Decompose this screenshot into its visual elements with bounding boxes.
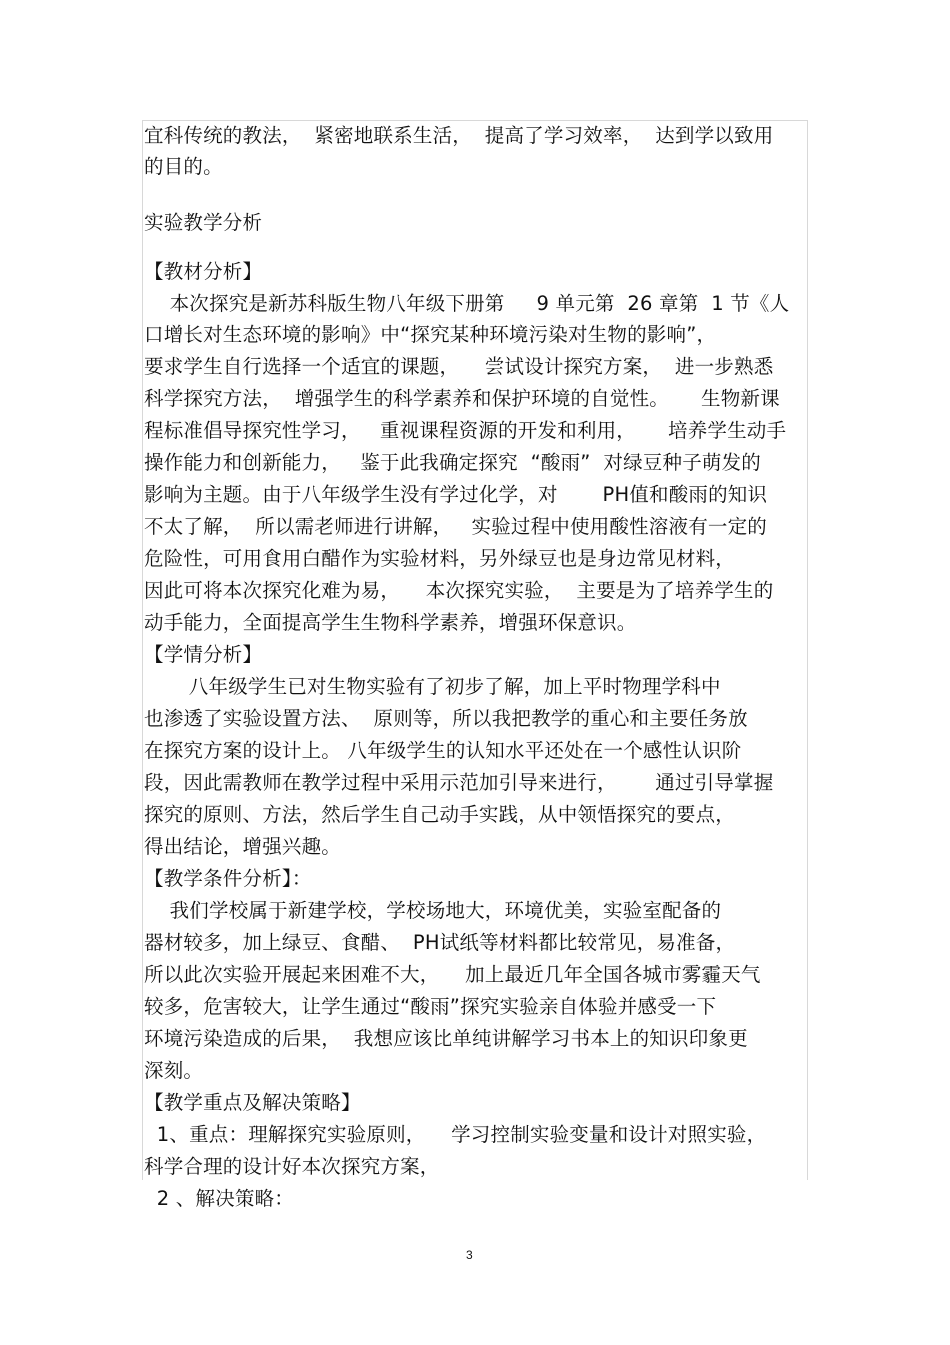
text-line: 我们学校属于新建学校，学校场地大，环境优美，实验室配备的: [144, 899, 722, 922]
text-line: 要求学生自行选择一个适宜的课题， 尝试设计探究方案， 进一步熟悉: [144, 355, 774, 378]
subsection-heading: 【教材分析】: [144, 260, 263, 283]
text-line: 操作能力和创新能力， 鉴于此我确定探究 “酸雨” 对绿豆种子萌发的: [144, 451, 761, 474]
page-number: 3: [466, 1248, 473, 1262]
text-line: 动手能力，全面提高学生生物科学素养，增强环保意识。: [144, 611, 637, 634]
text-line: 危险性，可用食用白醋作为实验材料，另外绿豆也是身边常见材料，: [144, 547, 736, 570]
text-line: 较多，危害较大，让学生通过“酸雨”探究实验亲自体验并感受一下: [144, 995, 717, 1018]
text-line: 的目的。: [144, 155, 223, 178]
subsection-heading: 【教学条件分析】：: [144, 867, 312, 890]
text-line: 段，因此需教师在教学过程中采用示范加引导来进行， 通过引导掌握: [144, 771, 774, 794]
table-border-top: [142, 120, 807, 121]
text-line: 科学探究方法， 增强学生的科学素养和保护环境的自觉性。 生物新课: [144, 387, 780, 410]
subsection-heading: 【教学重点及解决策略】: [144, 1091, 361, 1114]
text-line: 环境污染造成的后果， 我想应该比单纯讲解学习书本上的知识印象更: [144, 1027, 748, 1050]
text-line: 得出结论，增强兴趣。: [144, 835, 342, 858]
text-line: 在探究方案的设计上。 八年级学生的认知水平还处在一个感性认识阶: [144, 739, 742, 762]
text-line: 探究的原则、方法，然后学生自己动手实践，从中领悟探究的要点，: [144, 803, 736, 826]
text-line: 2 、解决策略：: [144, 1187, 295, 1210]
text-line: 影响为主题。由于八年级学生没有学过化学，对 PH值和酸雨的知识: [144, 483, 768, 506]
text-line: 宜科传统的教法， 紧密地联系生活， 提高了学习效率， 达到学以致用: [144, 124, 774, 147]
text-line: 深刻。: [144, 1059, 204, 1082]
subsection-heading: 【学情分析】: [144, 643, 263, 666]
text-line: 也渗透了实验设置方法、 原则等，所以我把教学的重心和主要任务放: [144, 707, 748, 730]
table-border-left: [142, 120, 143, 1180]
section-heading: 实验教学分析: [144, 211, 263, 234]
text-line: 器材较多，加上绿豆、食醋、 PH试纸等材料都比较常见，易准备，: [144, 931, 736, 954]
text-line: 八年级学生已对生物实验有了初步了解，加上平时物理学科中: [144, 675, 721, 698]
text-line: 程标准倡导探究性学习， 重视课程资源的开发和利用， 培养学生动手: [144, 419, 787, 442]
text-line: 口增长对生态环境的影响》中“探究某种环境污染对生物的影响”，: [144, 323, 717, 346]
table-border-right: [807, 120, 808, 1180]
text-line: 科学合理的设计好本次探究方案，: [144, 1155, 440, 1178]
text-line: 1、重点：理解探究实验原则， 学习控制实验变量和设计对照实验，: [144, 1123, 767, 1146]
text-line: 所以此次实验开展起来困难不大， 加上最近几年全国各城市雾霾天气: [144, 963, 761, 986]
text-line: 不太了解， 所以需老师进行讲解， 实验过程中使用酸性溶液有一定的: [144, 515, 767, 538]
text-line: 因此可将本次探究化难为易， 本次探究实验， 主要是为了培养学生的: [144, 579, 774, 602]
text-line: 本次探究是新苏科版生物八年级下册第 9 单元第 26 章第 1 节《人: [144, 292, 790, 315]
